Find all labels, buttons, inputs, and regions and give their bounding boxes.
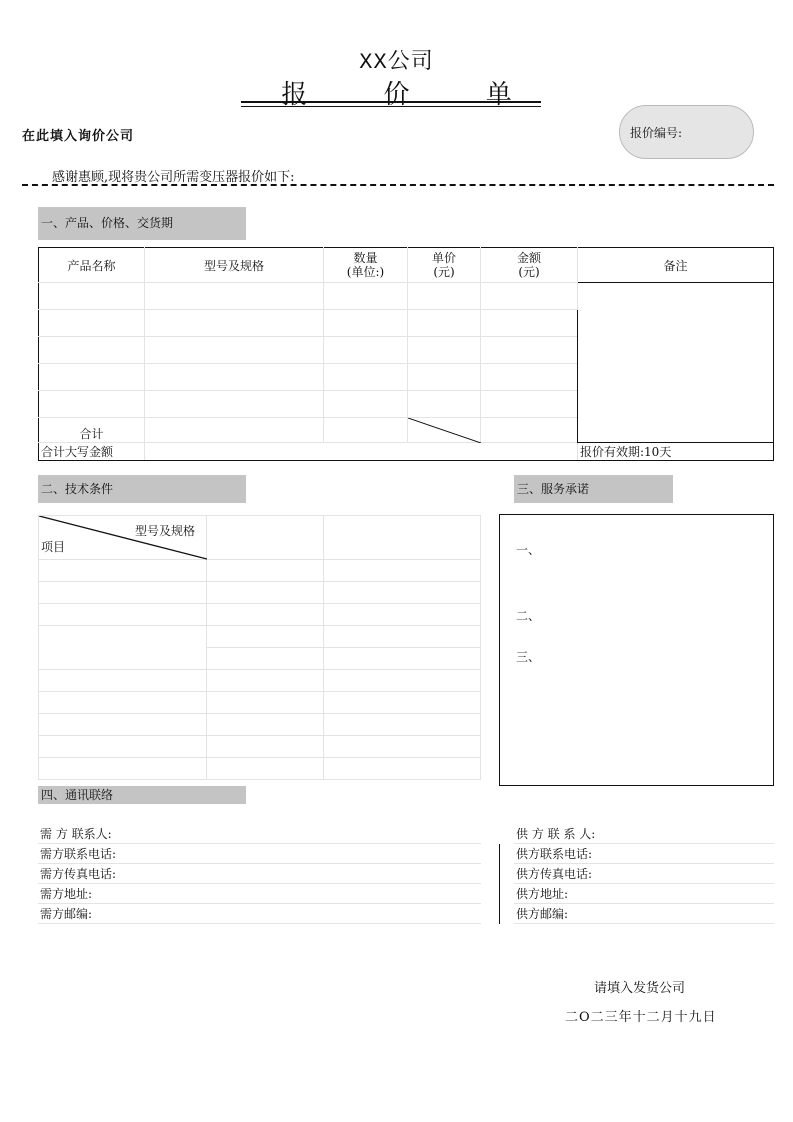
buyer-phone[interactable]: 需方联系电话: <box>38 844 481 864</box>
section4-title: 四、通讯联络 <box>38 786 246 804</box>
table-cell[interactable] <box>145 364 324 391</box>
table-cell[interactable] <box>324 560 481 582</box>
table-cell[interactable] <box>324 626 481 648</box>
table-cell[interactable] <box>324 391 408 418</box>
table-cell[interactable] <box>207 692 324 714</box>
table-cell[interactable] <box>481 337 578 364</box>
table-cell[interactable] <box>39 582 207 604</box>
table-cell[interactable] <box>207 670 324 692</box>
dashed-divider <box>22 184 774 186</box>
table-cell[interactable] <box>207 714 324 736</box>
section3-title: 三、服务承诺 <box>514 475 673 503</box>
diagonal-header-cell <box>39 516 207 560</box>
total-words-value[interactable] <box>145 443 578 461</box>
total-label: 合计 <box>39 418 145 443</box>
table-cell[interactable] <box>408 364 481 391</box>
buyer-contact-person[interactable]: 需 方 联系人: <box>38 824 481 844</box>
table-cell[interactable] <box>408 310 481 337</box>
table-cell[interactable] <box>207 736 324 758</box>
table-cell[interactable] <box>324 283 408 310</box>
table-cell[interactable] <box>207 604 324 626</box>
section2-title: 二、技术条件 <box>38 475 246 503</box>
col-amount <box>481 248 578 283</box>
quote-date: 二O二三年十二月十九日 <box>565 1010 717 1025</box>
title-underline <box>241 101 541 103</box>
buyer-fax[interactable]: 需方传真电话: <box>38 864 481 884</box>
total-price-slash <box>408 418 481 443</box>
table-cell[interactable] <box>39 337 145 364</box>
technical-table <box>38 515 481 780</box>
supplier-address[interactable]: 供方地址: <box>514 884 774 904</box>
page-title: 报 价 单 <box>281 80 546 110</box>
table-cell[interactable] <box>408 391 481 418</box>
table-cell[interactable] <box>324 582 481 604</box>
table-cell[interactable] <box>207 648 324 670</box>
product-price-table <box>38 247 774 461</box>
table-cell[interactable] <box>324 692 481 714</box>
buyer-contact-block <box>38 824 481 924</box>
table-cell[interactable] <box>324 648 481 670</box>
table-cell[interactable] <box>324 736 481 758</box>
col-amount-l2: (元) <box>518 265 540 279</box>
table-cell[interactable] <box>324 604 481 626</box>
supplier-contact-person[interactable]: 供 方 联 系 人: <box>514 824 774 844</box>
inquiry-company-field[interactable]: 在此填入询价公司 <box>22 129 135 144</box>
diag-top-label: 型号及规格 <box>135 524 196 538</box>
table-cell[interactable] <box>481 283 578 310</box>
table-cell[interactable] <box>324 310 408 337</box>
table-cell[interactable] <box>145 283 324 310</box>
section1-title: 一、产品、价格、交货期 <box>38 207 246 240</box>
company-name: XX公司 <box>359 50 434 75</box>
table-cell[interactable] <box>39 283 145 310</box>
col-quantity-l1: 数量 <box>353 251 378 265</box>
table-cell[interactable] <box>207 758 324 780</box>
buyer-address[interactable]: 需方地址: <box>38 884 481 904</box>
table-cell[interactable] <box>39 626 207 670</box>
diagonal-slash <box>408 418 481 443</box>
table-cell[interactable] <box>39 604 207 626</box>
service-promise-box[interactable] <box>499 514 774 786</box>
table-cell[interactable] <box>39 692 207 714</box>
diag-bottom-label: 项目 <box>41 540 66 554</box>
table-cell[interactable] <box>39 758 207 780</box>
table-cell[interactable] <box>39 670 207 692</box>
total-words-label: 合计大写金额 <box>39 443 145 461</box>
supplier-phone[interactable]: 供方联系电话: <box>514 844 774 864</box>
table-cell[interactable] <box>207 516 324 560</box>
supplier-contact-block <box>514 824 774 924</box>
col-model: 型号及规格 <box>145 248 324 283</box>
table-cell[interactable] <box>207 560 324 582</box>
table-cell[interactable] <box>481 310 578 337</box>
col-quantity <box>324 248 408 283</box>
table-cell[interactable] <box>39 391 145 418</box>
table-cell[interactable] <box>324 714 481 736</box>
service-item-3: 三、 <box>516 650 541 664</box>
table-cell[interactable] <box>207 582 324 604</box>
table-cell[interactable] <box>39 364 145 391</box>
table-cell[interactable] <box>408 337 481 364</box>
table-cell[interactable] <box>408 283 481 310</box>
col-unit-price <box>408 248 481 283</box>
supplier-postcode[interactable]: 供方邮编: <box>514 904 774 924</box>
remark-box[interactable] <box>578 283 774 443</box>
col-quantity-l2: (单位:) <box>346 265 385 279</box>
table-cell[interactable] <box>39 560 207 582</box>
table-cell[interactable] <box>324 337 408 364</box>
table-cell[interactable] <box>207 626 324 648</box>
table-cell[interactable] <box>39 714 207 736</box>
table-cell[interactable] <box>145 391 324 418</box>
supplier-company-field[interactable]: 请填入发货公司 <box>594 981 686 996</box>
table-cell[interactable] <box>324 364 408 391</box>
table-cell[interactable] <box>324 516 481 560</box>
supplier-fax[interactable]: 供方传真电话: <box>514 864 774 884</box>
table-cell[interactable] <box>39 310 145 337</box>
thanks-text: 感谢惠顾,现将贵公司所需变压器报价如下: <box>52 170 295 185</box>
table-cell[interactable] <box>145 418 324 443</box>
total-amount-cell[interactable] <box>481 418 578 443</box>
col-price-l2: (元) <box>433 265 455 279</box>
quote-number-badge[interactable] <box>619 105 754 159</box>
table-cell[interactable] <box>145 337 324 364</box>
quote-number-label: 报价编号: <box>630 126 683 140</box>
table-cell[interactable] <box>145 310 324 337</box>
col-price-l1: 单价 <box>431 251 456 265</box>
col-product: 产品名称 <box>39 248 145 283</box>
table-cell[interactable] <box>324 418 408 443</box>
col-amount-l1: 金额 <box>516 251 541 265</box>
service-item-1: 一、 <box>516 543 541 557</box>
validity-text: 报价有效期:10天 <box>578 443 774 461</box>
buyer-postcode[interactable]: 需方邮编: <box>38 904 481 924</box>
title-underline-thin <box>241 106 541 107</box>
table-cell[interactable] <box>481 391 578 418</box>
contact-divider <box>499 844 500 924</box>
col-remark: 备注 <box>578 248 774 283</box>
service-item-2: 二、 <box>516 609 541 623</box>
table-cell[interactable] <box>39 736 207 758</box>
table-cell[interactable] <box>324 758 481 780</box>
table-cell[interactable] <box>481 364 578 391</box>
table-cell[interactable] <box>324 670 481 692</box>
